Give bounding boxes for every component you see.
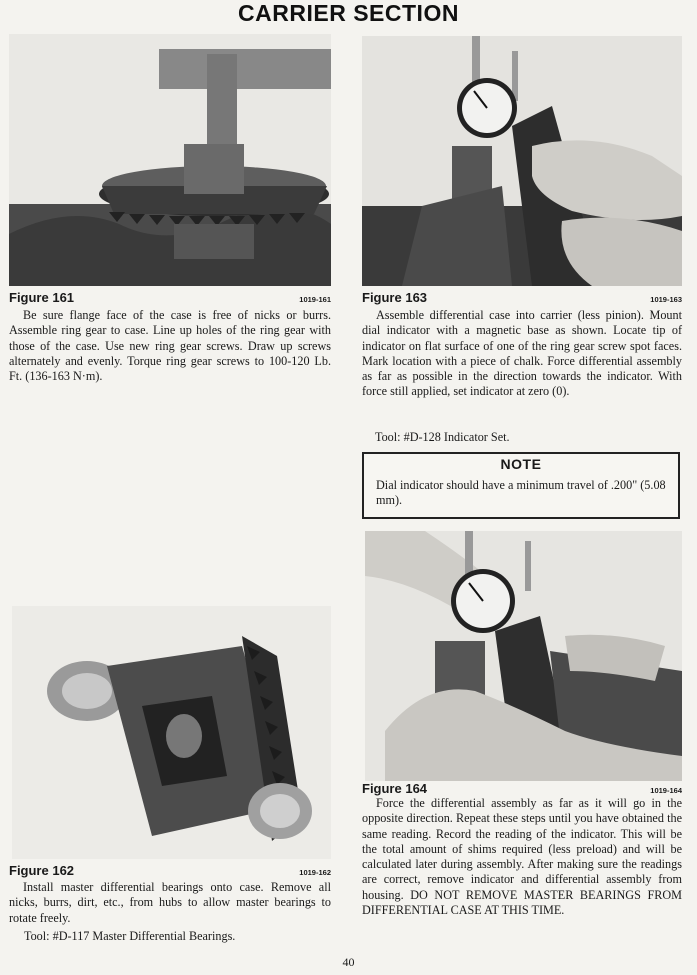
figure-code: 1019-163	[650, 295, 682, 304]
figure-code: 1019-162	[299, 868, 331, 877]
figure-162-text: Install master differential bearings onto case. Remove all nicks, burrs, dirt, etc., from hubs to allow master bearings to rotate freely.	[9, 880, 331, 925]
figure-164-text: Force the differential assembly as far as it will go in the opposite direction. Repeat these steps until you have obtained the same reading. Record the reading of the indicator. This will be the total amount of shims required (less preload) and will be calculated later during assembly. After making sure the readings are correct, remove indicator and differential assembly from housing. DO NOT REMOVE MASTER BEARINGS FROM DIFFERENTIAL CASE AT THIS TIME.	[362, 796, 682, 918]
note-box	[362, 452, 680, 519]
figure-163-tool: Tool: #D-128 Indicator Set.	[375, 430, 510, 444]
page-title: CARRIER SECTION	[238, 0, 459, 26]
note-title: NOTE	[500, 456, 542, 472]
figure-code: 1019-164	[650, 786, 682, 795]
figure-161-caption	[9, 290, 331, 306]
figure-162-caption	[9, 863, 331, 879]
figure-164-photo	[365, 531, 682, 781]
figure-label: Figure 162	[9, 863, 75, 878]
figure-163-photo	[362, 36, 682, 286]
figure-163-caption	[362, 290, 682, 306]
figure-161-text: Be sure flange face of the case is free of nicks or burrs. Assemble ring gear to case. Line up holes of the ring gear with those of the case. Use new ring gear screws. Draw up screws alternately and evenly. Torque ring gear screws to 100-120 Lb. Ft. (136-163 N·m).	[9, 308, 331, 384]
figure-label: Figure 163	[362, 290, 428, 305]
figure-label: Figure 161	[9, 290, 75, 305]
figure-label: Figure 164	[362, 781, 428, 796]
figure-162-tool: Tool: #D-117 Master Differential Bearings.	[24, 929, 236, 943]
figure-162-photo	[12, 606, 331, 859]
figure-164-caption	[362, 781, 682, 797]
figure-161-photo	[9, 34, 331, 286]
note-text: Dial indicator should have a minimum travel of .200" (5.08 mm).	[376, 478, 666, 507]
figure-code: 1019-161	[299, 295, 331, 304]
figure-163-text: Assemble differential case into carrier (less pinion). Mount dial indicator with a magnetic base as shown. Locate tip of indicator on flat surface of one of the ring gear screw spot faces. Mark location with a piece of chalk. Force differential assembly as far as possible in the direction towards the indicator. With force still applied, set indicator at zero (0).	[362, 308, 682, 399]
page-number: 40	[342, 955, 355, 969]
